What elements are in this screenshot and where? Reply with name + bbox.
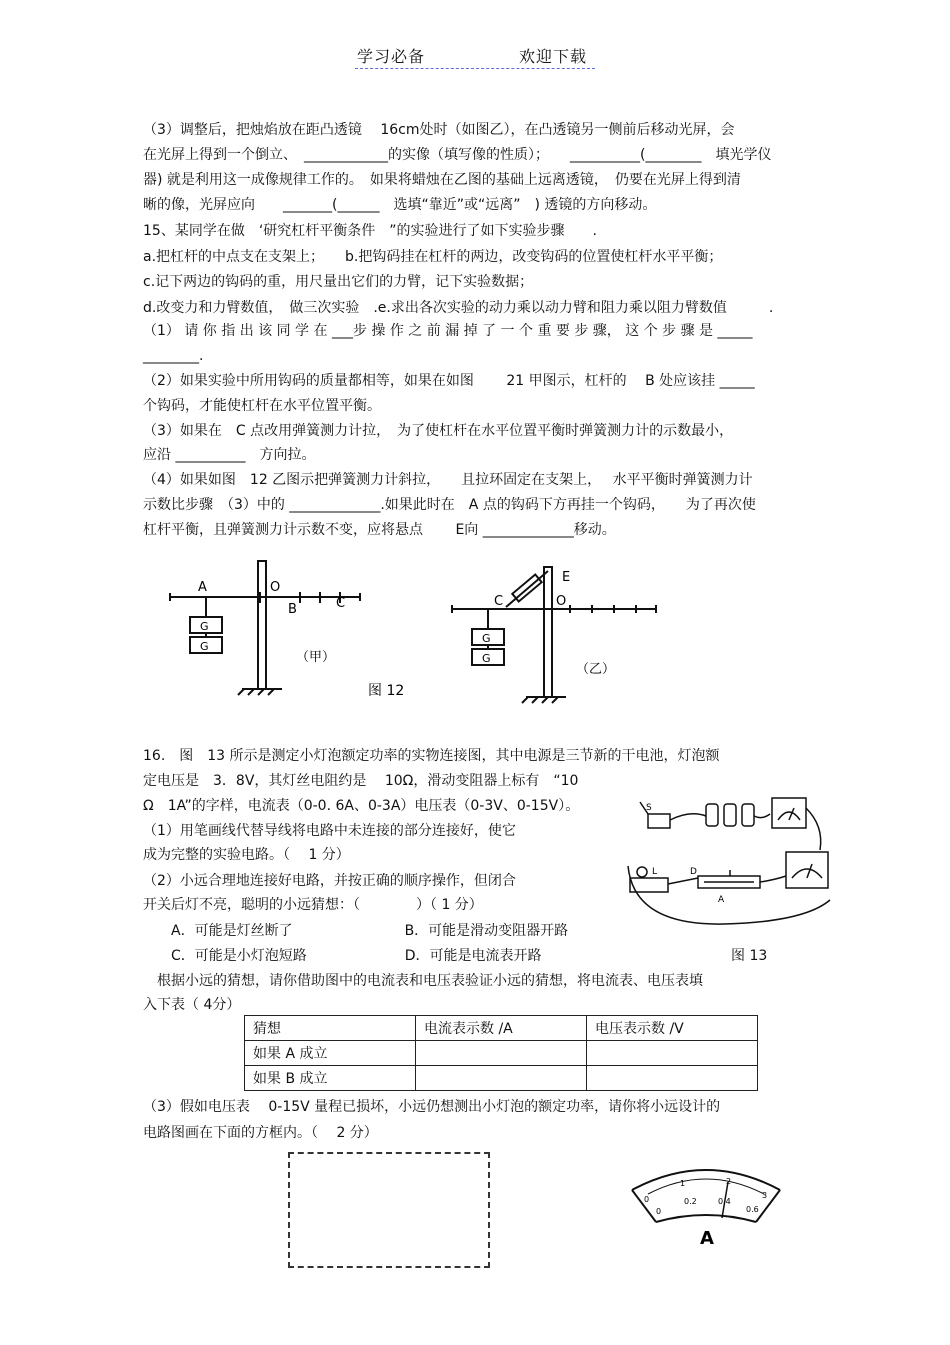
weight-g: G xyxy=(200,620,209,633)
table-header: 电压表示数 /V xyxy=(587,1016,758,1041)
label-jia: （甲） xyxy=(296,650,336,665)
text-line: 15、某同学在做 ‘研究杠杆平衡条件 ”的实验进行了如下实验步骤 . xyxy=(143,223,597,239)
weight-g: G xyxy=(482,652,491,665)
rheostat-label-a: A xyxy=(718,895,725,905)
text-line: （3）调整后，把烛焰放在距凸透镜 16cm处时（如图乙），在凸透镜另一侧前后移动光屏，会 xyxy=(143,122,735,138)
text-line: （2）小远合理地连接好电路，并按正确的顺序操作，但闭合 xyxy=(143,873,516,889)
text-line: 根据小远的猜想，请你借助图中的电流表和电压表验证小远的猜想，将电流表、电压表填 xyxy=(143,973,703,989)
header-left: 学习必备 xyxy=(357,47,426,66)
table-header-row xyxy=(245,1016,758,1041)
text-line: 晰的像，光屏应向 _______(______ 选填“靠近”或“远离” ) 透镜的方向移动。 xyxy=(143,197,657,213)
text-line: C．可能是小灯泡短路 D．可能是电流表开路 xyxy=(143,948,542,964)
table-header: 电流表示数 /A xyxy=(416,1016,587,1041)
text-line: （3）假如电压表 0-15V 量程已损坏，小远仍想测出小灯泡的额定功率，请你将小远设计的 xyxy=(143,1099,721,1115)
text-line: 定电压是 3．8V，其灯丝电阻约是 10Ω，滑动变阻器上标有 “10 xyxy=(143,773,579,789)
text-line: （1）用笔画线代替导线将电路中未连接的部分连接好，使它 xyxy=(143,823,516,839)
text-line: 入下表（ 4分） xyxy=(143,997,241,1013)
dial-tick: 1 xyxy=(680,1179,686,1188)
label-b: B xyxy=(288,602,297,617)
text-line: 杠杆平衡，且弹簧测力计示数不变，应将悬点 E向 _____________移动。 xyxy=(143,522,616,538)
table-cell: 如果 B 成立 xyxy=(245,1066,416,1091)
dial-tick: 0 xyxy=(644,1195,650,1204)
text-line: 开关后灯不亮，聪明的小远猜想：（ ）（ 1 分） xyxy=(143,897,483,913)
switch-label: S xyxy=(646,803,652,813)
text-line: 成为完整的实验电路。（ 1 分） xyxy=(143,847,350,863)
label-c2: C xyxy=(494,594,504,609)
text-line: c.记下两边的钩码的重，用尺量出它们的力臂，记下实验数据； xyxy=(143,274,534,290)
dial-tick: 0.2 xyxy=(684,1197,697,1206)
table-cell[interactable] xyxy=(587,1041,758,1066)
label-o2: O xyxy=(556,594,567,609)
answer-table xyxy=(244,1015,758,1091)
text-line: a.把杠杆的中点支在支架上； b.把钩码挂在杠杆的两边，改变钩码的位置使杠杆水平平衡； xyxy=(143,249,723,265)
text-line: 应沿 __________ 方向拉。 xyxy=(143,447,316,463)
text-line: Ω 1A”的字样，电流表（0-0. 6A、0-3A）电压表（0-3V、0-15V）。 xyxy=(143,798,580,814)
dial-tick: 3 xyxy=(762,1191,768,1200)
dial-unit: A xyxy=(700,1228,714,1249)
text-line: 16. 图 13 所示是测定小灯泡额定功率的实物连接图，其中电源是三节新的干电池，灯泡额 xyxy=(143,748,720,764)
label-e: E xyxy=(562,570,571,585)
text-line: 电路图画在下面的方框内。（ 2 分） xyxy=(143,1125,378,1141)
table-cell[interactable] xyxy=(416,1041,587,1066)
dial-tick: 0.6 xyxy=(746,1205,759,1214)
figure-12 xyxy=(160,555,680,705)
figure-12-caption: 图 12 xyxy=(368,683,405,699)
weight-g: G xyxy=(482,632,491,645)
table-row xyxy=(245,1066,758,1091)
dial-tick: 0 xyxy=(656,1207,662,1216)
text-line: d.改变力和力臂数值， 做三次实验 .e.求出各次实验的动力乘以动力臂和阻力乘以阻力臂数值 . xyxy=(143,300,774,316)
dial-tick: 0.4 xyxy=(718,1197,731,1206)
table-cell: 如果 A 成立 xyxy=(245,1041,416,1066)
dial-tick: 2 xyxy=(726,1177,732,1186)
text-line: A．可能是灯丝断了 B．可能是滑动变阻器开路 xyxy=(143,923,569,939)
text-line: ________. xyxy=(143,348,204,364)
table-cell[interactable] xyxy=(416,1066,587,1091)
circuit-drawing-box[interactable] xyxy=(288,1152,490,1268)
figure-13-caption: 图 13 xyxy=(731,948,768,964)
header-right: 欢迎下载 xyxy=(519,47,588,66)
text-line: （3）如果在 C 点改用弹簧测力计拉， 为了使杠杆在水平位置平衡时弹簧测力计的示数最小， xyxy=(143,423,734,439)
text-line: 器) 就是利用这一成像规律工作的。 如果将蜡烛在乙图的基础上远离透镜， 仍要在光屏上得到清 xyxy=(143,172,741,188)
table-header: 猜想 xyxy=(245,1016,416,1041)
text-line: 在光屏上得到一个倒立、 ____________的实像（填写像的性质）； __________(________ 填光学仪 xyxy=(143,147,772,163)
rheostat-label-d: D xyxy=(690,867,697,877)
ammeter-dial xyxy=(626,1160,786,1250)
label-yi: （乙） xyxy=(576,662,616,677)
text-line: （2）如果实验中所用钩码的质量都相等，如果在如图 21 甲图示，杠杆的 B 处应该挂 _____ xyxy=(143,373,755,389)
text-line: （4）如果如图 12 乙图示把弹簧测力计斜拉， 且拉环固定在支架上， 水平平衡时弹簧测力计 xyxy=(143,472,753,488)
figure-13 xyxy=(624,796,839,936)
text-line: 个钩码，才能使杠杆在水平位置平衡。 xyxy=(143,398,381,414)
table-cell[interactable] xyxy=(587,1066,758,1091)
label-c: C xyxy=(336,596,346,611)
label-o: O xyxy=(270,580,281,595)
text-line: （1） 请 你 指 出 该 同 学 在 ___步 操 作 之 前 漏 掉 了 一 个 重 要 步 骤， 这 个 步 骤 是 _____ xyxy=(143,323,753,339)
weight-g: G xyxy=(200,640,209,653)
label-a: A xyxy=(198,580,207,595)
text-line: 示数比步骤 （3）中的 _____________.如果此时在 A 点的钩码下方再挂一个钩码， 为了再次使 xyxy=(143,497,756,513)
lamp-label: L xyxy=(652,867,658,877)
page-header xyxy=(355,44,595,69)
table-row xyxy=(245,1041,758,1066)
